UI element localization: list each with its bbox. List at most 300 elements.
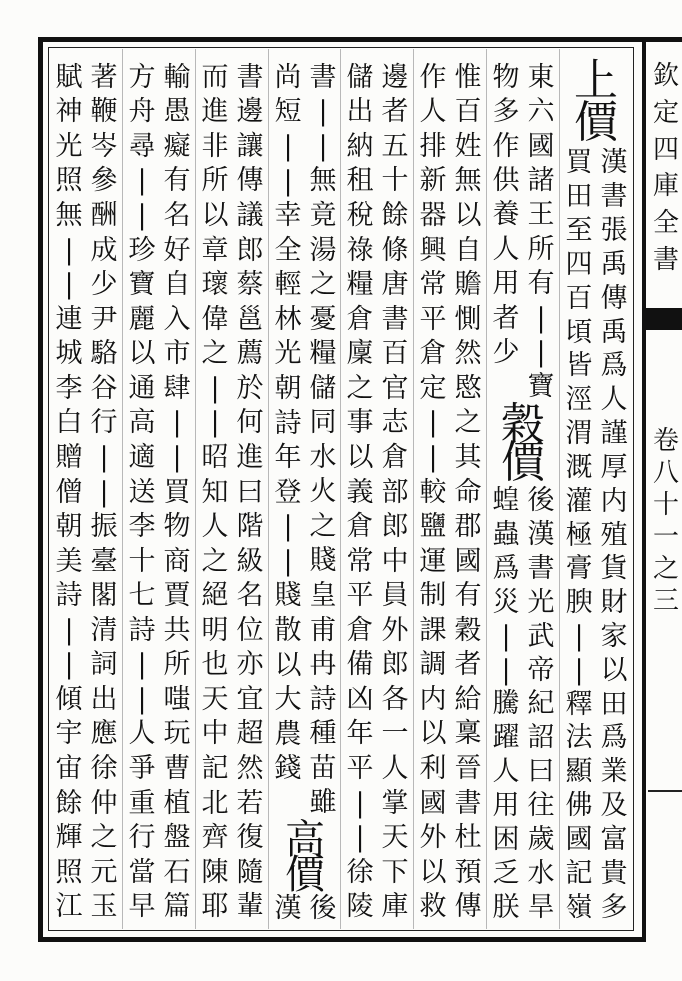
glyph: 人 <box>492 756 520 788</box>
glyph: 以 <box>419 718 447 750</box>
glyph: 較 <box>419 476 447 508</box>
repeat-mark: | <box>137 165 147 197</box>
glyph: 之 <box>652 554 679 584</box>
glyph: 出 <box>90 683 118 715</box>
glyph: 常 <box>346 545 374 577</box>
repeat-mark: | <box>283 165 293 197</box>
glyph: 名 <box>163 200 191 232</box>
glyph: 然 <box>454 338 482 370</box>
glyph: 灌 <box>565 485 593 517</box>
glyph: 頃 <box>565 316 593 348</box>
glyph: 五 <box>381 130 409 162</box>
glyph: 平 <box>419 303 447 335</box>
annotation-right-line <box>87 60 121 924</box>
glyph: 定 <box>652 98 679 128</box>
glyph: 輕 <box>274 269 302 301</box>
repeat-mark: | <box>355 787 365 819</box>
repeat-mark: | <box>318 130 328 162</box>
glyph: 國 <box>454 545 482 577</box>
glyph: 溉 <box>565 451 593 483</box>
glyph: 無 <box>454 165 482 197</box>
glyph: 贍 <box>454 269 482 301</box>
glyph: 湯 <box>309 234 337 266</box>
glyph: 雖 <box>309 787 337 819</box>
glyph: 全 <box>274 234 302 266</box>
glyph: 登 <box>274 476 302 508</box>
glyph: 書 <box>381 303 409 335</box>
glyph: 渭 <box>565 418 593 450</box>
glyph: 苗 <box>309 752 337 784</box>
annotation-right-line <box>597 146 631 924</box>
glyph: 記 <box>201 753 229 785</box>
glyph: 蟲 <box>492 519 520 551</box>
glyph: 國 <box>419 787 447 819</box>
repeat-mark: | <box>318 96 328 128</box>
glyph: 賦 <box>55 61 83 93</box>
repeat-mark: | <box>536 336 546 368</box>
glyph: 器 <box>419 200 447 232</box>
repeat-mark: | <box>428 407 438 439</box>
glyph: 外 <box>419 822 447 854</box>
glyph: 物 <box>492 61 520 93</box>
text-column-7 <box>123 0 195 981</box>
glyph: 後 <box>309 892 337 924</box>
glyph: 送 <box>128 476 156 508</box>
glyph: 書 <box>236 61 264 93</box>
glyph: 三 <box>652 586 679 616</box>
glyph: 邊 <box>381 61 409 93</box>
glyph: 之 <box>201 545 229 577</box>
glyph: 利 <box>419 753 447 785</box>
glyph: 及 <box>600 790 628 822</box>
glyph: 中 <box>201 718 229 750</box>
glyph: 於 <box>236 372 264 404</box>
glyph: 篇 <box>163 891 191 923</box>
glyph: 年 <box>346 718 374 750</box>
glyph: 愚 <box>163 96 191 128</box>
glyph: 東 <box>527 61 555 93</box>
glyph: 庫 <box>381 891 409 923</box>
glyph: 餘 <box>381 200 409 232</box>
glyph: 漢 <box>274 892 302 924</box>
repeat-mark: | <box>536 302 546 334</box>
glyph: 給 <box>454 683 482 715</box>
glyph: 祿 <box>346 234 374 266</box>
glyph: 國 <box>565 823 593 855</box>
glyph: 憂 <box>309 303 337 335</box>
glyph: 好 <box>163 234 191 266</box>
glyph: 往 <box>527 790 555 822</box>
glyph: 齊 <box>201 822 229 854</box>
glyph: 僧 <box>55 476 83 508</box>
glyph: 贈 <box>55 441 83 473</box>
annotation-right-line <box>524 60 558 404</box>
text-column-3 <box>414 0 486 981</box>
glyph: 錢 <box>274 753 302 785</box>
glyph: 幸 <box>274 200 302 232</box>
glyph: 應 <box>90 718 118 750</box>
glyph: 詩 <box>128 614 156 646</box>
glyph: 義 <box>346 476 374 508</box>
glyph: 佛 <box>565 790 593 822</box>
glyph: 水 <box>309 441 337 473</box>
repeat-mark: | <box>137 649 147 681</box>
glyph: 作 <box>419 61 447 93</box>
glyph: 救 <box>419 891 447 923</box>
repeat-mark: | <box>501 620 511 652</box>
glyph: 美 <box>55 545 83 577</box>
glyph: 預 <box>454 856 482 888</box>
glyph: 以 <box>274 649 302 681</box>
glyph: 買 <box>163 476 191 508</box>
glyph: 作 <box>492 130 520 162</box>
glyph: 業 <box>600 756 628 788</box>
glyph: 位 <box>236 614 264 646</box>
glyph: 稟 <box>454 718 482 750</box>
glyph: 張 <box>600 215 628 247</box>
glyph: 明 <box>201 614 229 646</box>
glyph: 名 <box>236 580 264 612</box>
glyph: 常 <box>419 269 447 301</box>
glyph: 種 <box>309 718 337 750</box>
glyph: 亦 <box>236 649 264 681</box>
glyph: 杜 <box>454 822 482 854</box>
glyph: 員 <box>381 580 409 612</box>
glyph: 旱 <box>527 891 555 923</box>
glyph: 照 <box>55 165 83 197</box>
glyph: 爲 <box>492 553 520 585</box>
glyph: 年 <box>274 442 302 474</box>
glyph: 詩 <box>309 683 337 715</box>
glyph: 賤 <box>309 545 337 577</box>
glyph: 農 <box>274 718 302 750</box>
repeat-mark: | <box>283 545 293 577</box>
glyph: 朕 <box>492 891 520 923</box>
glyph: 之 <box>346 372 374 404</box>
glyph: 貨 <box>600 553 628 585</box>
glyph: 輸 <box>163 61 191 93</box>
glyph: 輝 <box>55 822 83 854</box>
glyph: 入 <box>163 303 191 335</box>
glyph: 陳 <box>201 856 229 888</box>
glyph: 書 <box>652 244 679 275</box>
glyph: 天 <box>201 683 229 715</box>
glyph: 尋 <box>128 130 156 162</box>
glyph: 議 <box>236 200 264 232</box>
glyph: 八 <box>652 458 679 488</box>
glyph: 餘 <box>55 787 83 819</box>
glyph: 振 <box>90 511 118 543</box>
glyph: 曹 <box>163 753 191 785</box>
glyph: 倉 <box>346 303 374 335</box>
annotation-left-line <box>198 60 232 924</box>
headword <box>487 399 559 488</box>
glyph: 新 <box>419 165 447 197</box>
glyph: 玉 <box>90 891 118 923</box>
glyph: 邊 <box>236 96 264 128</box>
glyph: 所 <box>163 649 191 681</box>
glyph: 臺 <box>90 545 118 577</box>
glyph: 内 <box>600 485 628 517</box>
glyph: 顯 <box>565 756 593 788</box>
glyph: 詩 <box>55 580 83 612</box>
glyph: 極 <box>565 519 593 551</box>
glyph: 一 <box>652 522 679 552</box>
glyph: 六 <box>527 96 555 128</box>
glyph: 肆 <box>163 372 191 404</box>
glyph: 納 <box>346 130 374 162</box>
glyph: 朝 <box>55 511 83 543</box>
glyph: 著 <box>90 61 118 93</box>
glyph: 多 <box>600 891 628 923</box>
glyph: 用 <box>492 268 520 300</box>
repeat-mark: | <box>574 654 584 686</box>
glyph: 少 <box>90 269 118 301</box>
glyph: 然 <box>236 753 264 785</box>
repeat-mark: | <box>283 130 293 162</box>
glyph: 各 <box>381 683 409 715</box>
annotation-right-line <box>306 60 340 820</box>
glyph: 糧 <box>309 338 337 370</box>
glyph: 曰 <box>236 476 264 508</box>
glyph: 平 <box>346 580 374 612</box>
glyph: 連 <box>55 303 83 335</box>
annotation-left-line <box>489 484 523 924</box>
glyph: 武 <box>527 620 555 652</box>
glyph: 法 <box>565 722 593 754</box>
repeat-mark: | <box>210 407 220 439</box>
annotation-left-line <box>125 60 159 924</box>
glyph: 尚 <box>274 61 302 93</box>
glyph: 有 <box>163 165 191 197</box>
annotation-right-line <box>451 60 485 924</box>
glyph: 皆 <box>565 350 593 382</box>
glyph: 賤 <box>274 580 302 612</box>
glyph: 級 <box>236 545 264 577</box>
glyph: 城 <box>55 338 83 370</box>
glyph: 所 <box>201 165 229 197</box>
glyph: 以 <box>454 200 482 232</box>
glyph: 之 <box>309 510 337 542</box>
glyph: 釋 <box>565 688 593 720</box>
glyph: 至 <box>565 215 593 247</box>
headword <box>560 55 632 148</box>
repeat-mark: | <box>172 441 182 473</box>
glyph: 買 <box>565 147 593 179</box>
glyph: 財 <box>600 587 628 619</box>
text-column-6 <box>196 0 268 981</box>
glyph: 帝 <box>527 654 555 686</box>
glyph: 若 <box>236 787 264 819</box>
glyph: 元 <box>90 856 118 888</box>
glyph: 後 <box>527 485 555 517</box>
glyph: 之 <box>309 269 337 301</box>
repeat-mark: | <box>283 511 293 543</box>
glyph: 行 <box>128 822 156 854</box>
glyph: 爲 <box>600 722 628 754</box>
glyph: 薦 <box>236 338 264 370</box>
text-column-5 <box>269 0 341 981</box>
glyph: 石 <box>163 856 191 888</box>
glyph: 進 <box>236 441 264 473</box>
glyph: 寶 <box>527 371 555 403</box>
glyph: 嗤 <box>163 683 191 715</box>
glyph: 鞭 <box>90 96 118 128</box>
glyph: 用 <box>492 790 520 822</box>
glyph: 無 <box>55 200 83 232</box>
repeat-mark: | <box>64 614 74 646</box>
fish-tail-mark <box>646 308 682 330</box>
glyph: 參 <box>90 165 118 197</box>
glyph: 白 <box>55 407 83 439</box>
glyph: 散 <box>274 615 302 647</box>
glyph: 漢 <box>600 147 628 179</box>
text-column-8 <box>50 0 122 981</box>
glyph: 酬 <box>90 200 118 232</box>
annotation-right-line <box>306 892 340 924</box>
repeat-mark: | <box>64 269 74 301</box>
glyph: 穀 <box>454 614 482 646</box>
glyph: 有 <box>454 580 482 612</box>
text-column-1 <box>560 0 632 981</box>
glyph: 家 <box>600 621 628 652</box>
repeat-mark: | <box>210 372 220 404</box>
glyph: 皇 <box>309 579 337 611</box>
glyph: 商 <box>163 545 191 577</box>
glyph: 歲 <box>527 823 555 855</box>
glyph: 之 <box>454 407 482 439</box>
glyph: 無 <box>309 165 337 197</box>
margin-rule <box>648 790 682 792</box>
glyph: 凶 <box>346 683 374 715</box>
repeat-mark: | <box>355 822 365 854</box>
glyph: 宙 <box>55 753 83 785</box>
glyph: 郎 <box>381 649 409 681</box>
annotation-left-line <box>562 146 596 924</box>
glyph: 傳 <box>236 165 264 197</box>
annotation-right-line <box>233 60 267 924</box>
glyph: 百 <box>381 338 409 370</box>
glyph: 人 <box>492 233 520 265</box>
glyph: 傳 <box>454 891 482 923</box>
glyph: 傳 <box>600 282 628 314</box>
glyph: 蝗 <box>492 485 520 517</box>
glyph: 腴 <box>565 587 593 619</box>
glyph: 供 <box>492 165 520 197</box>
frame-top-bar <box>640 37 682 42</box>
glyph: 騰 <box>492 688 520 720</box>
glyph: 下 <box>381 856 409 888</box>
glyph: 高 <box>128 407 156 439</box>
glyph: 四 <box>565 248 593 280</box>
glyph: 竟 <box>309 199 337 231</box>
glyph: 所 <box>527 233 555 265</box>
glyph: 人 <box>600 384 628 416</box>
glyph: 者 <box>381 96 409 128</box>
glyph: 照 <box>55 856 83 888</box>
glyph: 調 <box>419 649 447 681</box>
glyph: 唐 <box>381 269 409 301</box>
annotation-left-line <box>271 60 305 786</box>
glyph: 爭 <box>128 753 156 785</box>
glyph: 詞 <box>90 649 118 681</box>
glyph: 郎 <box>381 511 409 543</box>
glyph: 以 <box>128 338 156 370</box>
glyph: 掌 <box>381 787 409 819</box>
glyph: 禹 <box>600 316 628 348</box>
glyph: 水 <box>527 857 555 889</box>
glyph: 神 <box>55 96 83 128</box>
glyph: 膏 <box>565 553 593 585</box>
repeat-mark: | <box>501 654 511 686</box>
glyph: 郡 <box>454 511 482 543</box>
glyph: 共 <box>163 614 191 646</box>
annotation-right-line <box>160 60 194 924</box>
glyph: 同 <box>309 407 337 439</box>
glyph: 書 <box>454 787 482 819</box>
glyph: 人 <box>419 96 447 128</box>
glyph: 爲 <box>600 350 628 382</box>
glyph: 倉 <box>419 338 447 370</box>
glyph: 出 <box>346 96 374 128</box>
glyph: 條 <box>381 234 409 266</box>
glyph: 行 <box>90 407 118 439</box>
glyph: 興 <box>419 234 447 266</box>
glyph: 耶 <box>201 891 229 923</box>
glyph: 早 <box>128 891 156 923</box>
glyph: 市 <box>163 338 191 370</box>
glyph: 價 <box>285 851 325 898</box>
glyph: 七 <box>128 580 156 612</box>
glyph: 適 <box>128 441 156 473</box>
glyph: 天 <box>381 822 409 854</box>
glyph: 穀 <box>501 399 545 450</box>
glyph: 記 <box>565 857 593 889</box>
glyph: 漢 <box>527 519 555 551</box>
repeat-mark: | <box>172 407 182 439</box>
annotation-left-line <box>489 60 523 370</box>
glyph: 運 <box>419 545 447 577</box>
glyph: 郎 <box>236 234 264 266</box>
glyph: 谷 <box>90 372 118 404</box>
glyph: 章 <box>201 234 229 266</box>
glyph: 人 <box>201 511 229 543</box>
glyph: 冉 <box>309 649 337 681</box>
glyph: 光 <box>55 130 83 162</box>
glyph: 重 <box>128 787 156 819</box>
glyph: 多 <box>492 96 520 128</box>
repeat-mark: | <box>64 234 74 266</box>
glyph: 隨 <box>236 856 264 888</box>
glyph: 書 <box>600 181 628 213</box>
glyph: 富 <box>600 823 628 855</box>
glyph: 者 <box>454 649 482 681</box>
glyph: 癡 <box>163 130 191 162</box>
glyph: 以 <box>600 654 628 686</box>
glyph: 成 <box>90 234 118 266</box>
glyph: 階 <box>236 511 264 543</box>
glyph: 進 <box>201 96 229 128</box>
glyph: 宜 <box>236 683 264 715</box>
glyph: 蔡 <box>236 269 264 301</box>
glyph: 備 <box>346 649 374 681</box>
repeat-mark: | <box>99 441 109 473</box>
glyph: 晉 <box>454 753 482 785</box>
glyph: 超 <box>236 718 264 750</box>
repeat-mark: | <box>574 621 584 652</box>
glyph: 以 <box>201 200 229 232</box>
glyph: 書 <box>309 61 337 93</box>
